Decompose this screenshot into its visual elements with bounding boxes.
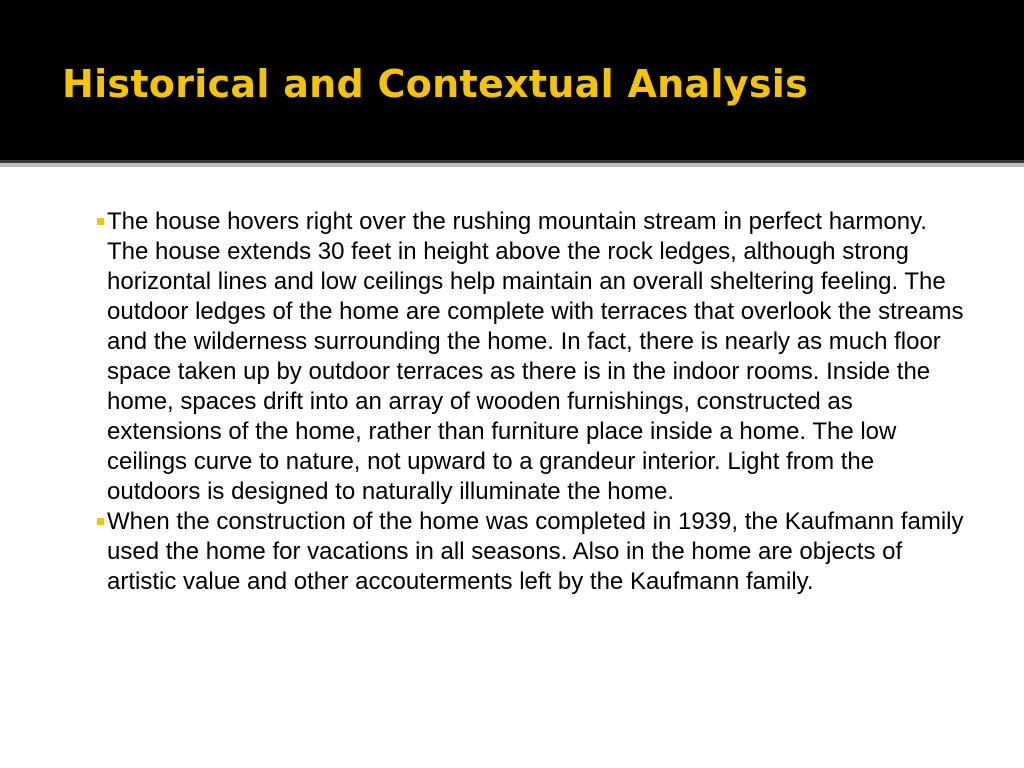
square-bullet-icon (97, 518, 104, 525)
bullet-list (80, 207, 980, 597)
title-band (0, 0, 1024, 160)
square-bullet-icon (97, 218, 104, 225)
title-divider-light (0, 163, 1024, 167)
slide-title: Historical and Contextual Analysis (62, 62, 809, 106)
bullet-item-1 (80, 207, 980, 507)
bullet-item-2 (80, 507, 980, 597)
bullet-text-2: When the construction of the home was completed in 1939, the Kaufmann family used the home for vacations in all seasons. Also in the home are objects of artistic value and other accouterments left by the Kaufmann family. (107, 508, 964, 595)
bullet-text-1: The house hovers right over the rushing mountain stream in perfect harmony. The house extends 30 feet in height above the rock ledges, although strong horizontal lines and low ceilings help maintain an overall sheltering feeling. The outdoor ledges of the home are complete with terraces that overlook the streams and the wilderness surrounding the home. In fact, there is nearly as much floor space taken up by outdoor terraces as there is in the indoor rooms. Inside the home, spaces drift into an array of wooden furnishings, constructed as extensions of the home, rather than furniture place inside a home. The low ceilings curve to nature, not upward to a grandeur interior. Light from the outdoors is designed to naturally illuminate the home. (107, 208, 964, 505)
